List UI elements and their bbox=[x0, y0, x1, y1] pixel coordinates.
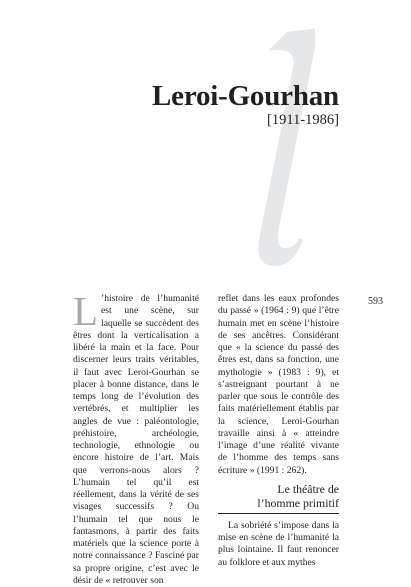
section-rule bbox=[218, 513, 339, 514]
chapter-title: Leroi-Gourhan bbox=[152, 80, 339, 112]
section-paragraph: La sobriété s’impose dans la mise en scène de l’humanité la plus lointaine. Il faut renoncer au folklore et aux mythes bbox=[218, 519, 339, 568]
left-column bbox=[73, 288, 199, 587]
section-heading-line-1: Le théâtre de bbox=[277, 481, 339, 496]
section-heading-line-2: l’homme primitif bbox=[257, 495, 339, 510]
watermark-letter-l bbox=[195, 20, 315, 270]
intro-text: ’histoire de l’humanité est une scène, sur laquelle se succèdent des êtres dont la verticalisation a libéré la main et la face. Pour discerner leurs traits véritables, il faut avec Leroi-Gourhan se placer à bonne distance, dans le temps long de l’évolution des vertébrés, et multiplier les angles de vue : paléontologie, préhistoire, archéologie, technologie, ethnologie ou encore histoire de l’art. Mais que verrons-nous alors ? L’humain tel qu’il est réellement, dans la vérité de ses visages successifs ? Ou l’humain tel que nous le fantasmons, à partir des faits matériels que la science porte à notre connaissance ? Fasciné par sa propre origine, c’est avec le désir de « retrouver son bbox=[73, 293, 199, 586]
intro-continuation: reflet dans les eaux profondes du passé » (1964 : 9) que l’être humain met en scène l’histoire de ses ancêtres. Considérant que « la science du passé des êtres est, dans sa fonction, une mythologie » (1983 : 9), et s’astreignant pourtant à ne parler que sous le contrôle des faits matériellement établis par la science, Leroi-Gourhan travaille ainsi à « atteindre l’image d’une réalité vivante de l’homme des temps sans écriture » (1991 : 262). bbox=[218, 293, 339, 476]
page-number: 593 bbox=[368, 296, 383, 307]
intro-paragraph bbox=[73, 288, 199, 587]
right-column bbox=[218, 293, 339, 569]
chapter-dates: [1911-1986] bbox=[267, 112, 339, 128]
section-heading bbox=[218, 482, 339, 510]
drop-cap: L bbox=[73, 288, 99, 334]
